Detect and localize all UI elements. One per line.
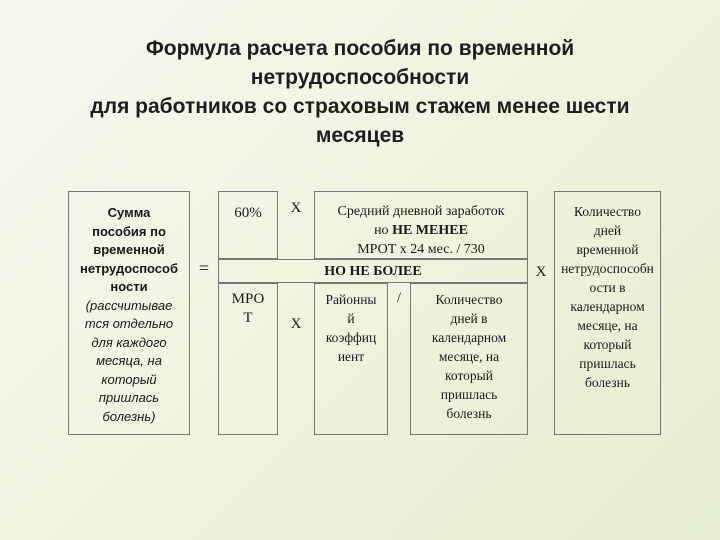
divide-sign: / bbox=[396, 290, 402, 306]
sick-days-line: Количество bbox=[574, 204, 641, 219]
sick-days-line: ости в bbox=[589, 280, 626, 295]
days-in-month-line: Количество bbox=[435, 292, 503, 307]
benefit-sum-note-line: болезнь) bbox=[102, 408, 156, 424]
benefit-sum-label-line: временной bbox=[93, 242, 165, 257]
mrot-line: МРО bbox=[231, 291, 265, 307]
benefit-sum-note-line: (рассчитывае bbox=[85, 297, 173, 313]
benefit-sum-label-line: нетрудоспособ bbox=[79, 260, 179, 276]
title-line: для работников со страховым стажем менее шести bbox=[90, 95, 630, 118]
avg-earnings-line bbox=[315, 221, 527, 240]
avg-earnings-prefix: но bbox=[374, 223, 393, 238]
sick-days-line: пришлась bbox=[579, 356, 636, 371]
sick-days-line: нетрудоспособн bbox=[561, 261, 654, 276]
no-more-than-cell bbox=[218, 259, 528, 283]
avg-earnings-cell bbox=[314, 191, 528, 259]
sick-days-line: который bbox=[583, 337, 632, 352]
regional-coefficient-line: коэффиц bbox=[325, 330, 377, 345]
days-in-month-line: пришлась bbox=[440, 387, 498, 402]
title-line: нетрудоспособности bbox=[250, 66, 470, 89]
multiply-sign: Х bbox=[535, 264, 547, 280]
sick-days-line: месяце, на bbox=[577, 318, 638, 333]
avg-earnings-line: Средний дневной заработок bbox=[337, 204, 505, 219]
multiply-sign: Х bbox=[290, 316, 302, 332]
days-in-month-line: дней в bbox=[450, 311, 488, 326]
days-in-month-line: календарном bbox=[431, 330, 507, 345]
regional-coefficient-line: й bbox=[347, 311, 355, 326]
multiply-sign: Х bbox=[290, 200, 302, 216]
sick-days-cell bbox=[554, 191, 661, 435]
benefit-sum-label-line: Сумма bbox=[107, 205, 151, 220]
sick-days-line: временной bbox=[576, 242, 639, 257]
slide-title bbox=[40, 34, 680, 150]
days-in-month-line: который bbox=[445, 368, 493, 383]
benefit-sum-cell bbox=[68, 191, 190, 435]
days-in-month-line: болезнь bbox=[446, 406, 492, 421]
title-line: Формула расчета пособия по временной bbox=[145, 37, 575, 60]
percent-value: 60% bbox=[234, 205, 262, 221]
sick-days-line: календарном bbox=[570, 299, 645, 314]
benefit-sum-note-line: месяца, на bbox=[96, 353, 162, 368]
sick-days-line: болезнь bbox=[584, 375, 631, 390]
regional-coefficient-line: иент bbox=[337, 349, 365, 364]
no-more-than-label: НО НЕ БОЛЕЕ bbox=[324, 264, 422, 279]
benefit-sum-label-line: пособия по bbox=[92, 223, 166, 239]
avg-earnings-line: МРОТ х 24 мес. / 730 bbox=[357, 242, 485, 257]
not-less-label: НЕ МЕНЕЕ bbox=[392, 223, 468, 238]
benefit-sum-note-line: тся отдельно bbox=[84, 316, 174, 331]
benefit-sum-label-line: ности bbox=[110, 279, 148, 294]
formula-table bbox=[68, 191, 661, 439]
equals-sign: = bbox=[198, 258, 210, 278]
mrot-line: Т bbox=[243, 310, 253, 326]
regional-coefficient-line: Районны bbox=[325, 292, 377, 307]
days-in-month-line: месяце, на bbox=[438, 349, 500, 364]
title-line: месяцев bbox=[315, 124, 405, 147]
sick-days-line: дней bbox=[593, 223, 622, 238]
days-in-month-cell bbox=[410, 283, 528, 435]
regional-coefficient-cell bbox=[314, 283, 388, 435]
benefit-sum-note-line: который bbox=[101, 371, 157, 387]
benefit-sum-note-line: для каждого bbox=[91, 334, 167, 350]
mrot-cell bbox=[218, 283, 278, 435]
benefit-sum-note-line: пришлась bbox=[98, 390, 160, 405]
percent-cell bbox=[218, 191, 278, 259]
